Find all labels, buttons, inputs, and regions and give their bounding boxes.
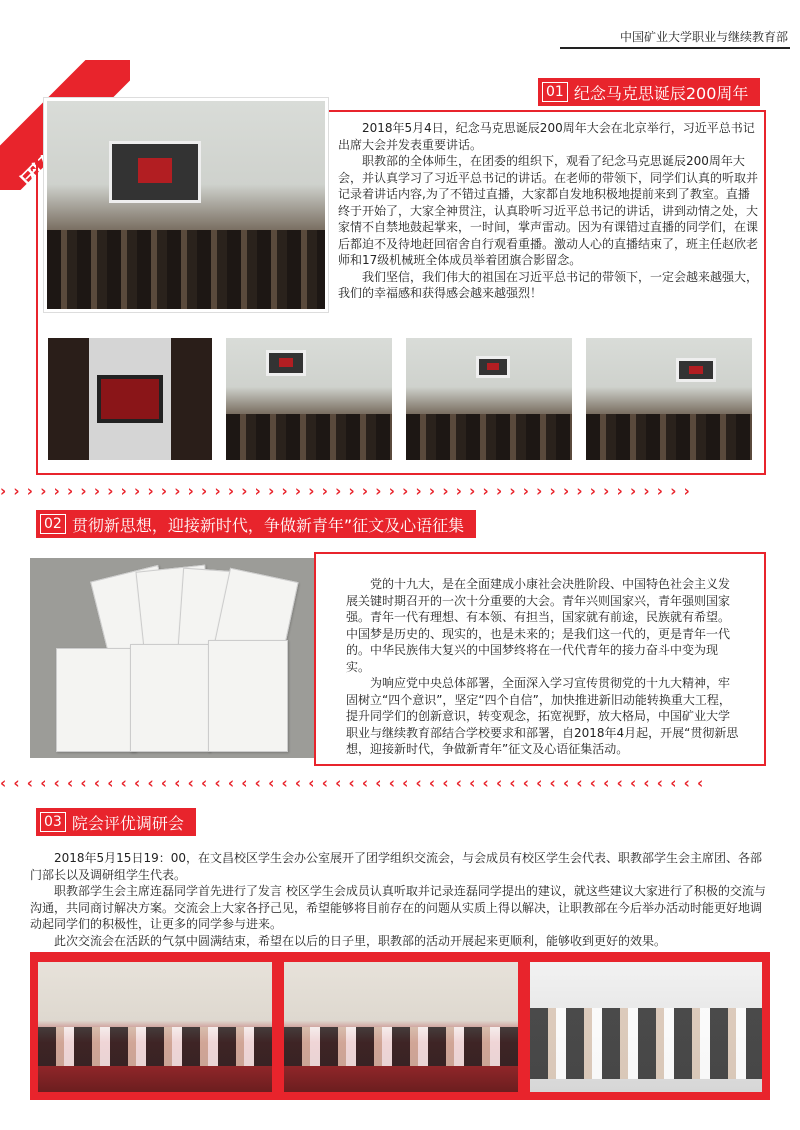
section1-title: 纪念马克思诞辰200周年 (573, 83, 749, 103)
section2-title-bar (36, 510, 476, 538)
header-rule (560, 47, 790, 49)
section3-paragraph: 2018年5月15日19：00，在文昌校区学生会办公室展开了团学组织交流会，与会成员有校区学生会代表、职教部学生会主席团、各部门部长以及调研组学生代表。 (30, 851, 762, 882)
section1-main-photo (44, 98, 328, 312)
section-divider: ‹ ‹ ‹ ‹ ‹ ‹ ‹ ‹ ‹ ‹ ‹ ‹ ‹ ‹ ‹ ‹ ‹ ‹ ‹ ‹ ‹ ‹ ‹ ‹ ‹ ‹ ‹ ‹ ‹ ‹ ‹ ‹ ‹ ‹ ‹ ‹ ‹ ‹ ‹ ‹ ‹ ‹ ‹ ‹ ‹ ‹ ‹ ‹ ‹ ‹ ‹ ‹ ‹ (0, 774, 705, 792)
section1-photo-class-4 (586, 338, 752, 460)
section2-paragraph: 党的十九大，是在全面建成小康社会决胜阶段、中国特色社会主义发展关键时期召开的一次十分重要的大会。青年兴则国家兴，青年强则国家强。青年一代有理想、有本领、有担当，国家就有前途，民族就有希望。中国梦是历史的、现实的，也是未来的；是我们这一代的，更是青年一代的。中华民族伟大复兴的中国梦终将在一代代青年的接力奋斗中变为现实。 (346, 577, 731, 674)
section1-title-bar (538, 78, 760, 106)
section2-body (346, 576, 740, 758)
section2-title: 贯彻新思想，迎接新时代，争做新青年”征文及心语征集 (71, 515, 465, 535)
section2-paragraph: 为响应党中央总体部署，全面深入学习宣传贯彻党的十九大精神，牢固树立“四个意识”，坚定“四个自信”，加快推进新旧动能转换重大工程，提升同学们的创新意识，转变观念，拓宽视野，放大格局，中国矿业大学职业与继续教育部结合学校要求和部署，自2018年4月起，开展“贯彻新思想，迎接新时代，争做新青年”征文及心语征集活动。 (346, 676, 739, 756)
section1-number: 01 (542, 82, 568, 102)
header-org: 中国矿业大学职业与继续教育部 (619, 30, 788, 44)
section1-photo-laptop (48, 338, 212, 460)
section3-number: 03 (40, 812, 66, 832)
section1-paragraph: 2018年5月4日，纪念马克思诞辰200周年大会在北京举行，习近平总书记出席大会并发表重要讲话。 (338, 121, 755, 152)
section2-number: 02 (40, 514, 66, 534)
section3-title: 院会评优调研会 (71, 813, 184, 833)
section1-paragraph: 职教部的全体师生，在团委的组织下，观看了纪念马克思诞辰200周年大会，并认真学习了习近平总书记的讲话。在老师的带领下，同学们认真的听取并记录着讲话内容,为了不错过直播，大家都自发地积极地提前来到了教室。直播终于开始了，大家全神贯注，认真聆听习近平总书记的讲话，讲到动情之处，大家情不自禁地鼓起掌来，一时间，掌声雷动。因为有课错过直播的同学们，在课后都迫不及待地赶回宿舍自行观看重播。激动人心的直播结束了，班主任赵欣老师和17级机械班全体成员举着团旗合影留念。 (338, 154, 759, 267)
section3-paragraph: 此次交流会在活跃的气氛中圆满结束，希望在以后的日子里，职教部的活动开展起来更顺利，能够收到更好的效果。 (54, 933, 667, 948)
section1-body (338, 120, 758, 302)
section1-photo-class-2 (226, 338, 392, 460)
section3-title-bar (36, 808, 196, 836)
section1-photo-class-3 (406, 338, 572, 460)
section1-paragraph: 我们坚信，我们伟大的祖国在习近平总书记的带领下，一定会越来越强大，我们的幸福感和获得感会越来越强烈！ (338, 269, 759, 300)
section3-photo-meeting-2 (284, 962, 518, 1092)
section3-body (30, 850, 772, 949)
section3-paragraph: 职教部学生会主席连磊同学首先进行了发言 校区学生会成员认真听取并记录连磊同学提出的建议，就这些建议大家进行了积极的交流与沟通，共同商讨解决方案。交流会上大家各抒己见，希望能够将目前存在的问题从实质上得以解决，让职教部在今后举办活动时能更好地调动起同学们的积极性，让更多的同学参与进来。 (30, 884, 766, 931)
section-divider: › › › › › › › › › › › › › › › › › › › › › › › › › › › › › › › › › › › › › › › › › › › › › › › › › › › › (0, 482, 691, 500)
section3-photo-meeting-3 (530, 962, 762, 1092)
section2-essay-photo (30, 558, 314, 758)
section3-photo-meeting-1 (38, 962, 272, 1092)
